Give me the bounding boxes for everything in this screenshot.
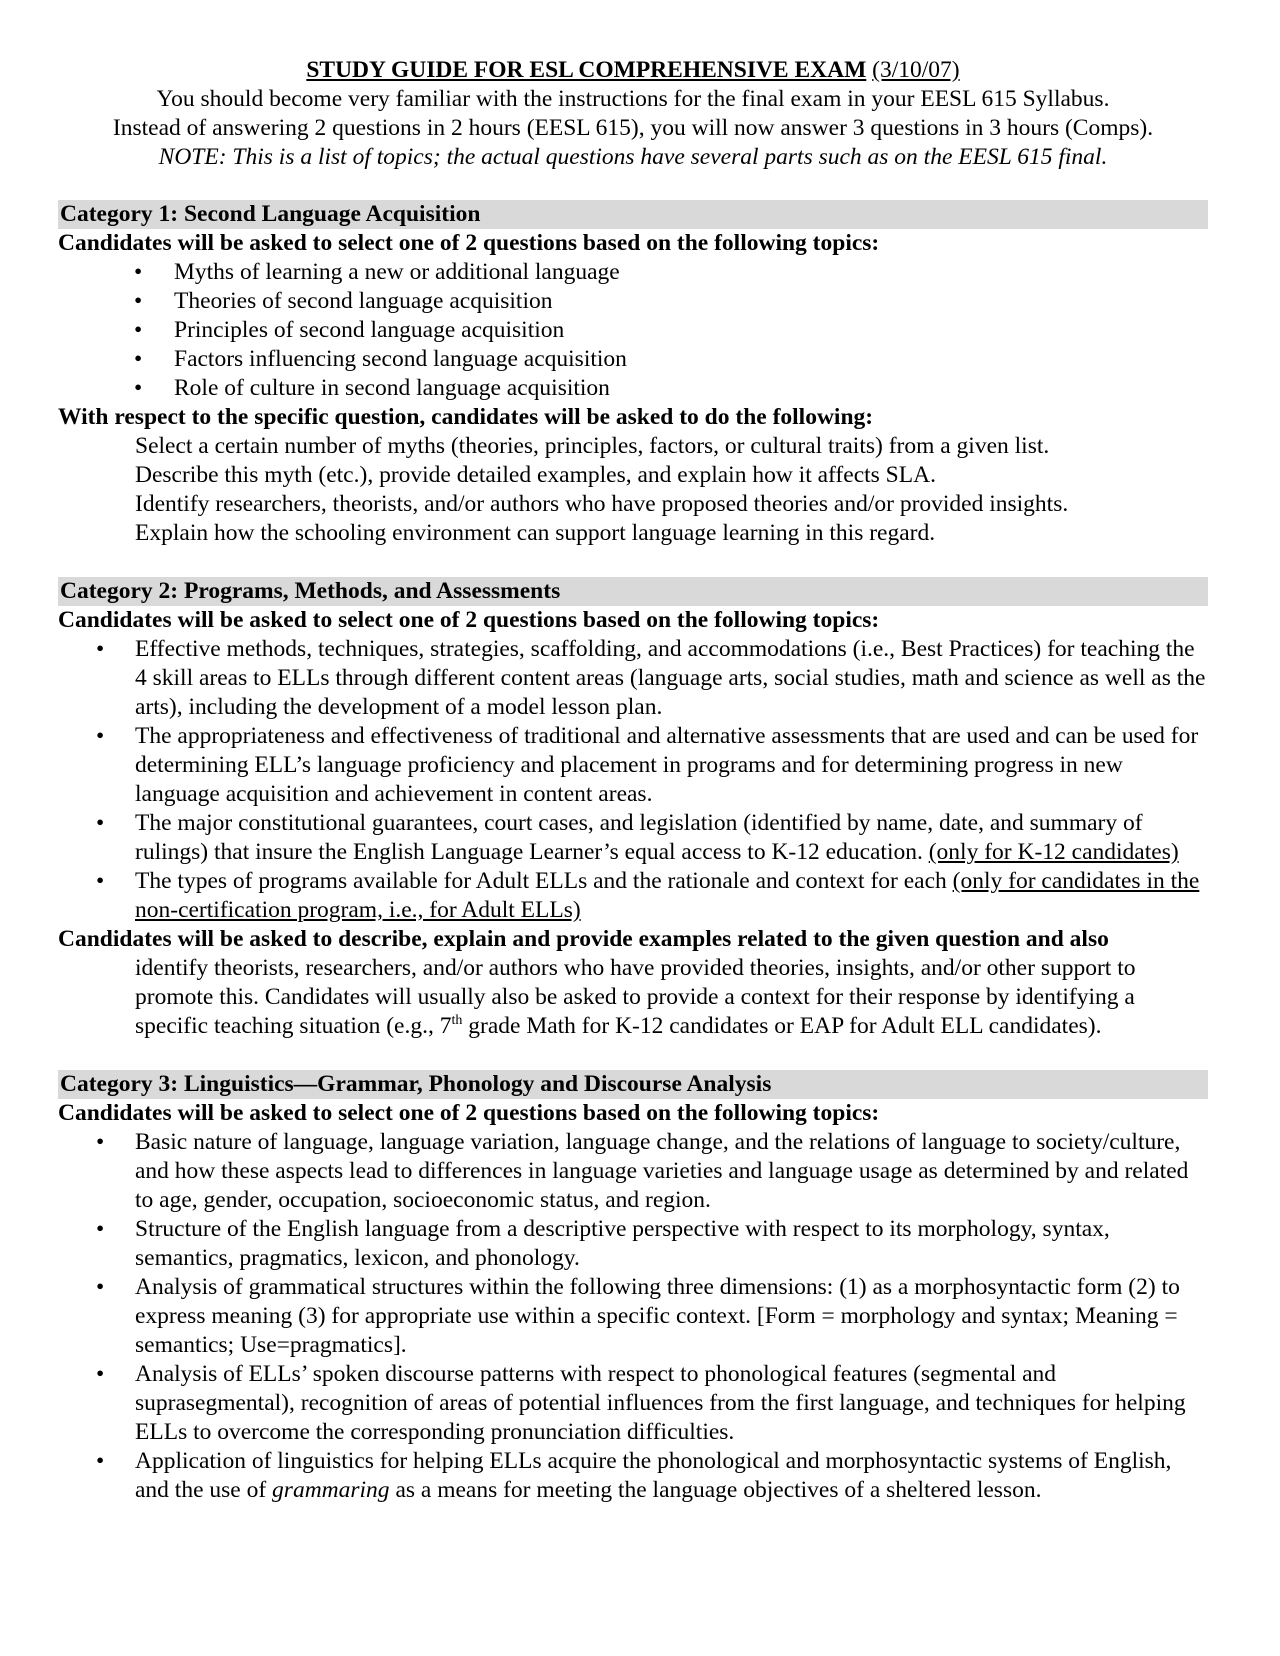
category-3-topic-list xyxy=(58,1128,1208,1505)
category-2-describe-detail xyxy=(58,954,1208,1041)
detail-text-end: grade Math for K-12 candidates or EAP for Adult ELL candidates). xyxy=(462,1013,1102,1039)
category-1-topic-list xyxy=(58,258,1208,403)
category-2-select-instruction: Candidates will be asked to select one of 2 questions based on the following topics: xyxy=(58,607,880,633)
category-2-topic-list xyxy=(58,635,1208,925)
category-3-heading: Category 3: Linguistics—Grammar, Phonology and Discourse Analysis xyxy=(58,1070,1208,1099)
list-item xyxy=(58,809,1208,867)
category-2-heading: Category 2: Programs, Methods, and Assessments xyxy=(58,577,1208,606)
ordinal-suffix: th xyxy=(451,1013,463,1028)
bullet-text-end: as a means for meeting the language objectives of a sheltered lesson. xyxy=(389,1477,1042,1503)
category-1-task-3: Identify researchers, theorists, and/or authors who have proposed theories and/or provided insights. xyxy=(135,491,1069,517)
category-1-heading: Category 1: Second Language Acquisition xyxy=(58,200,1208,229)
bullet-text: Application of linguistics for helping ELLs acquire the phonological and morphosyntactic systems of English, and the use of xyxy=(135,1448,1172,1503)
bullet-text: The major constitutional guarantees, court cases, and legislation (identified by name, date, and summary of rulings) that insure the English Language Learner’s equal access to K-12 education. xyxy=(135,810,1143,865)
bullet-qualifier: (only for candidates in the non-certification program, i.e., for Adult ELLs) xyxy=(135,868,1200,923)
list-item: • The appropriateness and effectiveness of traditional and alternative assessments that are used and can be used for determining ELL’s language proficiency and placement in programs and for determining progress in new language acquisition and achievement in content areas. xyxy=(58,722,1208,809)
category-1-task-1: Select a certain number of myths (theories, principles, factors, or cultural traits) from a given list. xyxy=(135,433,1050,459)
category-1-select-instruction: Candidates will be asked to select one of 2 questions based on the following topics: xyxy=(58,230,880,256)
bullet-qualifier: (only for K-12 candidates) xyxy=(928,839,1179,865)
list-item: • Analysis of ELLs’ spoken discourse patterns with respect to phonological features (segmental and suprasegmental), recognition of areas of potential influences from the first language, and techniques for helping ELLs to overcome the corresponding pronunciation difficulties. xyxy=(58,1360,1208,1447)
intro-note: NOTE: This is a list of topics; the actual questions have several parts such as on the EESL 615 final. xyxy=(158,144,1108,170)
list-item: • Analysis of grammatical structures within the following three dimensions: (1) as a morphosyntactic form (2) to express meaning (3) for appropriate use within a specific context. [Form = morphology and syntax; Meaning = semantics; Use=pragmatics]. xyxy=(58,1273,1208,1360)
category-3-select-instruction: Candidates will be asked to select one of 2 questions based on the following topics: xyxy=(58,1100,880,1126)
list-item: • Myths of learning a new or additional language xyxy=(58,258,1208,287)
intro-line-1: You should become very familiar with the instructions for the final exam in your EESL 615 Syllabus. xyxy=(156,86,1110,112)
list-item: • Effective methods, techniques, strategies, scaffolding, and accommodations (i.e., Best Practices) for teaching the 4 skill areas to ELLs through different content areas (language arts, social studies, math and science as well as the arts), including the development of a model lesson plan. xyxy=(58,635,1208,722)
list-item: • Structure of the English language from a descriptive perspective with respect to its morphology, syntax, semantics, pragmatics, lexicon, and phonology. xyxy=(58,1215,1208,1273)
document-page xyxy=(58,56,1208,1505)
list-item: • Theories of second language acquisition xyxy=(58,287,1208,316)
document-title: STUDY GUIDE FOR ESL COMPREHENSIVE EXAM xyxy=(306,57,867,83)
detail-text: identify theorists, researchers, and/or authors who have provided theories, insights, and/or other support to promote this. Candidates will usually also be asked to provide a context for their response by identifying a specific teaching situation (e.g., 7 xyxy=(135,955,1136,1039)
category-2-describe-instruction: Candidates will be asked to describe, explain and provide examples related to the given question and also xyxy=(58,926,1109,952)
list-item: • Factors influencing second language acquisition xyxy=(58,345,1208,374)
category-1-task-2: Describe this myth (etc.), provide detailed examples, and explain how it affects SLA. xyxy=(135,462,936,488)
title-line xyxy=(58,56,1208,85)
list-item: • Principles of second language acquisition xyxy=(58,316,1208,345)
bullet-text: The types of programs available for Adult ELLs and the rationale and context for each xyxy=(135,868,947,894)
list-item: • Role of culture in second language acquisition xyxy=(58,374,1208,403)
list-item xyxy=(58,867,1208,925)
category-1-respect-instruction: With respect to the specific question, candidates will be asked to do the following: xyxy=(58,404,874,430)
document-date: (3/10/07) xyxy=(872,57,960,83)
document-header xyxy=(58,56,1208,172)
intro-line-2: Instead of answering 2 questions in 2 hours (EESL 615), you will now answer 3 questions in 3 hours (Comps). xyxy=(112,115,1154,141)
list-item xyxy=(58,1447,1208,1505)
category-1-task-4: Explain how the schooling environment can support language learning in this regard. xyxy=(135,520,936,546)
list-item: • Basic nature of language, language variation, language change, and the relations of language to society/culture, and how these aspects lead to differences in language varieties and language usage as determined by and related to age, gender, occupation, socioeconomic status, and region. xyxy=(58,1128,1208,1215)
bullet-term: grammaring xyxy=(272,1477,390,1503)
